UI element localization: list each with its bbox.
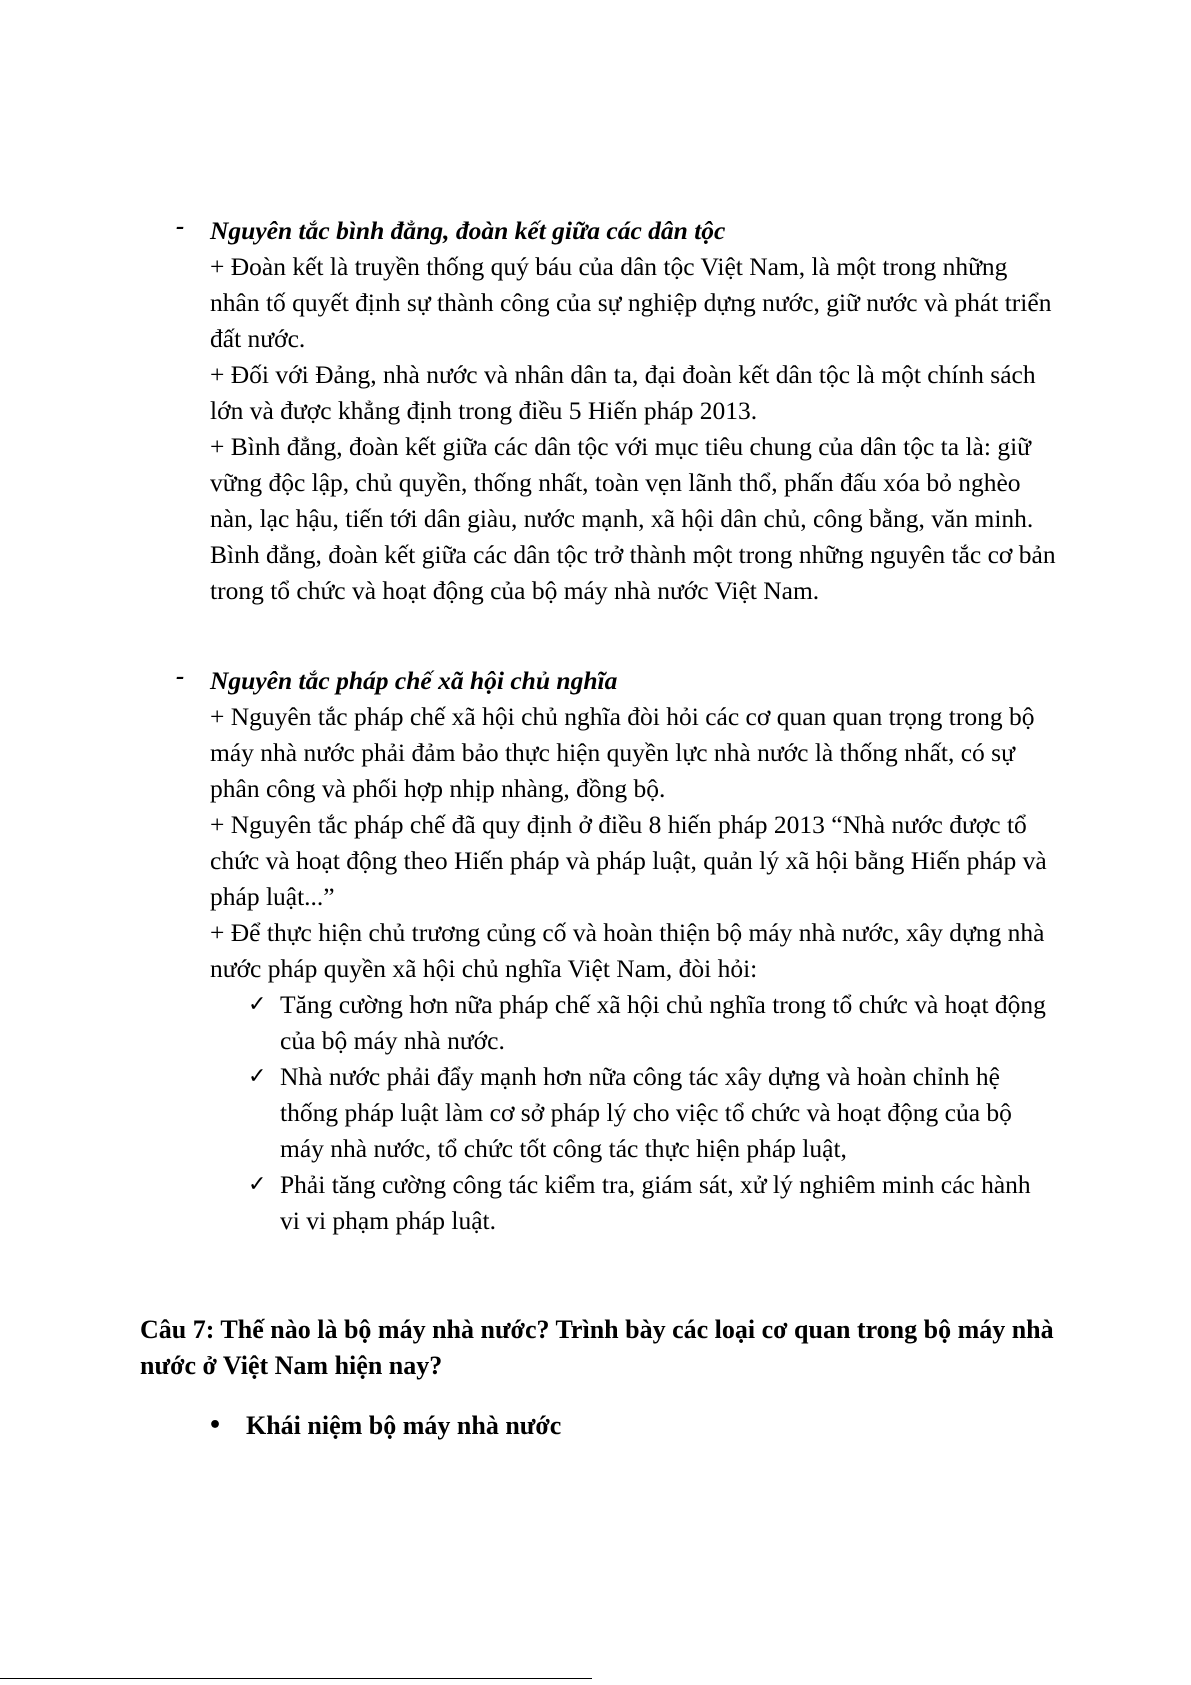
section-heading: Nguyên tắc bình đẳng, đoàn kết giữa các dân tộc (210, 216, 726, 245)
checklist-item (248, 1059, 1056, 1167)
section-equality-principle (176, 213, 1056, 609)
dash-marker: - (176, 213, 185, 240)
section-heading: Nguyên tắc pháp chế xã hội chủ nghĩa (210, 666, 618, 695)
requirement-checklist (176, 987, 1056, 1239)
paragraph: + Nguyên tắc pháp chế xã hội chủ nghĩa đòi hỏi các cơ quan quan trọng trong bộ máy nhà nước phải đảm bảo thực hiện quyền lực nhà nước là thống nhất, có sự phân công và phối hợp nhịp nhàng, đồng bộ. (210, 702, 1035, 803)
checklist-item-text: Tăng cường hơn nữa pháp chế xã hội chủ nghĩa trong tổ chức và hoạt động của bộ máy nhà nước. (280, 990, 1046, 1055)
bullet-icon: • (208, 1413, 223, 1438)
bullet-item-text: Khái niệm bộ máy nhà nước (246, 1411, 562, 1440)
checklist-item (248, 987, 1056, 1059)
paragraph: + Đối với Đảng, nhà nước và nhân dân ta, đại đoàn kết dân tộc là một chính sách lớn và được khẳng định trong điều 5 Hiến pháp 2013. (210, 360, 1036, 425)
checklist-item-text: Phải tăng cường công tác kiểm tra, giám sát, xử lý nghiêm minh các hành vi vi phạm pháp luật. (280, 1170, 1031, 1235)
checkmark-icon: ✓ (248, 1064, 267, 1089)
section-legality-principle (176, 663, 1056, 1239)
checklist-item (248, 1167, 1056, 1239)
dash-marker: - (176, 663, 185, 690)
paragraph: + Nguyên tắc pháp chế đã quy định ở điều 8 hiến pháp 2013 “Nhà nước được tổ chức và hoạt động theo Hiến pháp và pháp luật, quản lý xã hội bằng Hiến pháp và pháp luật...” (210, 810, 1047, 911)
paragraph: + Bình đẳng, đoàn kết giữa các dân tộc với mục tiêu chung của dân tộc ta là: giữ vững độc lập, chủ quyền, thống nhất, toàn vẹn lãnh thổ, phấn đấu xóa bỏ nghèo nàn, lạc hậu, tiến tới dân giàu, nước mạnh, xã hội dân chủ, công bằng, văn minh. Bình đẳng, đoàn kết giữa các dân tộc trở thành một trong những nguyên tắc cơ bản trong tổ chức và hoạt động của bộ máy nhà nước Việt Nam. (210, 432, 1056, 605)
bullet-item (208, 1408, 561, 1444)
checkmark-icon: ✓ (248, 1172, 267, 1197)
footer-divider (0, 1678, 592, 1679)
question-heading: Câu 7: Thế nào là bộ máy nhà nước? Trình bày các loại cơ quan trong bộ máy nhà nước ở Việt Nam hiện nay? (140, 1315, 1054, 1380)
paragraph: + Đoàn kết là truyền thống quý báu của dân tộc Việt Nam, là một trong những nhân tố quyết định sự thành công của sự nghiệp dựng nước, giữ nước và phát triển đất nước. (210, 252, 1052, 353)
paragraph: + Để thực hiện chủ trương củng cố và hoàn thiện bộ máy nhà nước, xây dựng nhà nước pháp quyền xã hội chủ nghĩa Việt Nam, đòi hỏi: (210, 918, 1045, 983)
checkmark-icon: ✓ (248, 992, 267, 1017)
checklist-item-text: Nhà nước phải đẩy mạnh hơn nữa công tác xây dựng và hoàn chỉnh hệ thống pháp luật làm cơ sở pháp lý cho việc tổ chức và hoạt động của bộ máy nhà nước, tổ chức tốt công tác thực hiện pháp luật, (280, 1062, 1012, 1163)
